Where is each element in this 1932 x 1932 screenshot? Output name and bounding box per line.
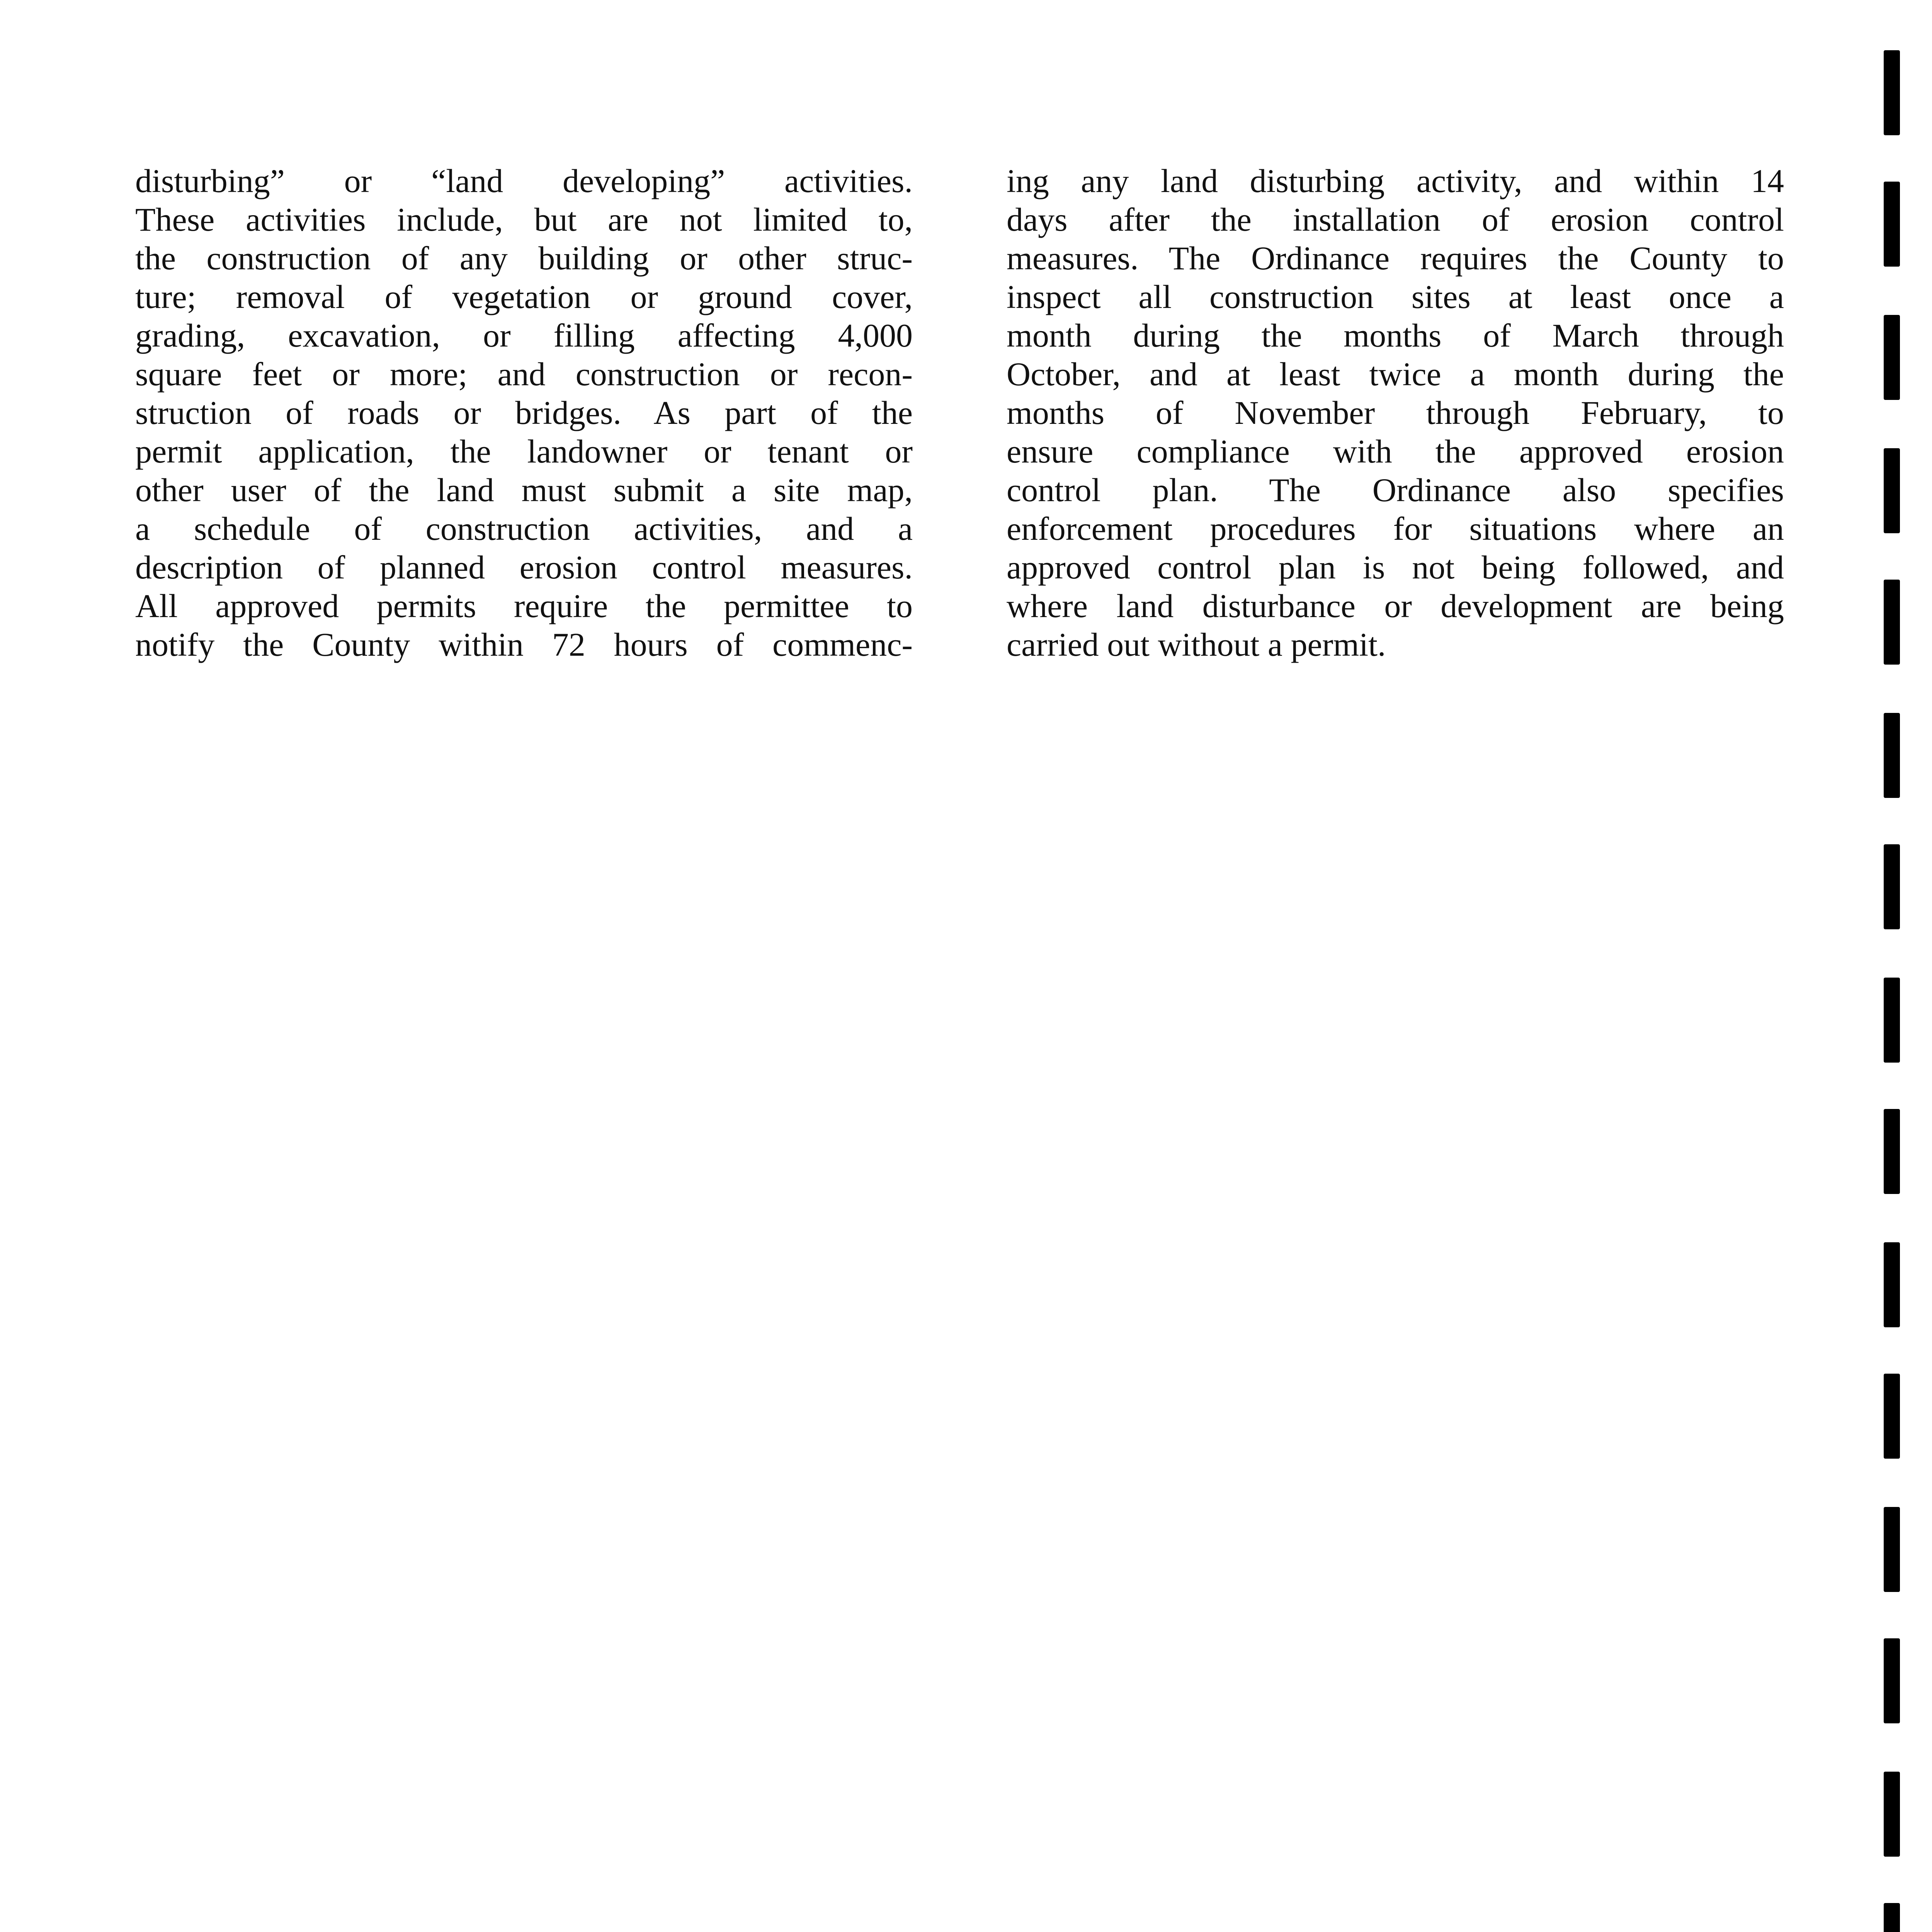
text-line: square feet or more; and construction or recon- <box>135 355 913 393</box>
text-column-left <box>135 162 913 664</box>
text-line: the construction of any building or other struc- <box>135 240 913 277</box>
text-line: disturbing” or “land developing” activities. <box>135 162 913 199</box>
binding-strip <box>1884 0 1915 1932</box>
text-line: approved control plan is not being followed, and <box>1007 549 1784 586</box>
binding-mark <box>1884 1242 1900 1327</box>
binding-mark <box>1884 978 1900 1063</box>
text-line: notify the County within 72 hours of commenc- <box>135 626 913 663</box>
binding-mark <box>1884 50 1900 135</box>
text-line: struction of roads or bridges. As part of the <box>135 394 913 431</box>
text-line: enforcement procedures for situations where an <box>1007 510 1784 547</box>
binding-mark <box>1884 844 1900 929</box>
binding-mark <box>1884 1507 1900 1592</box>
text-line: These activities include, but are not limited to, <box>135 201 913 238</box>
text-line: months of November through February, to <box>1007 394 1784 431</box>
binding-mark <box>1884 315 1900 400</box>
text-line: ensure compliance with the approved erosion <box>1007 433 1784 470</box>
binding-mark <box>1884 1109 1900 1194</box>
binding-mark <box>1884 1374 1900 1459</box>
text-line: description of planned erosion control measures. <box>135 549 913 586</box>
text-line: ing any land disturbing activity, and within 14 <box>1007 162 1784 199</box>
text-line: October, and at least twice a month during the <box>1007 355 1784 393</box>
binding-mark <box>1884 1903 1900 1932</box>
text-line: inspect all construction sites at least once a <box>1007 278 1784 315</box>
binding-mark <box>1884 580 1900 665</box>
text-line: All approved permits require the permittee to <box>135 587 913 624</box>
binding-mark <box>1884 713 1900 798</box>
text-line: permit application, the landowner or tenant or <box>135 433 913 470</box>
text-line: grading, excavation, or filling affecting 4,000 <box>135 317 913 354</box>
text-line: ture; removal of vegetation or ground cover, <box>135 278 913 315</box>
binding-mark <box>1884 1772 1900 1857</box>
binding-mark <box>1884 182 1900 267</box>
binding-mark <box>1884 448 1900 533</box>
text-line: where land disturbance or development are being <box>1007 587 1784 624</box>
text-line: other user of the land must submit a site map, <box>135 471 913 509</box>
text-line: month during the months of March through <box>1007 317 1784 354</box>
text-line: measures. The Ordinance requires the County to <box>1007 240 1784 277</box>
text-line: carried out without a permit. <box>1007 626 1386 663</box>
text-line: a schedule of construction activities, and a <box>135 510 913 547</box>
text-column-right <box>1007 162 1784 664</box>
text-line: control plan. The Ordinance also specifies <box>1007 471 1784 509</box>
binding-mark <box>1884 1638 1900 1723</box>
text-line: days after the installation of erosion control <box>1007 201 1784 238</box>
